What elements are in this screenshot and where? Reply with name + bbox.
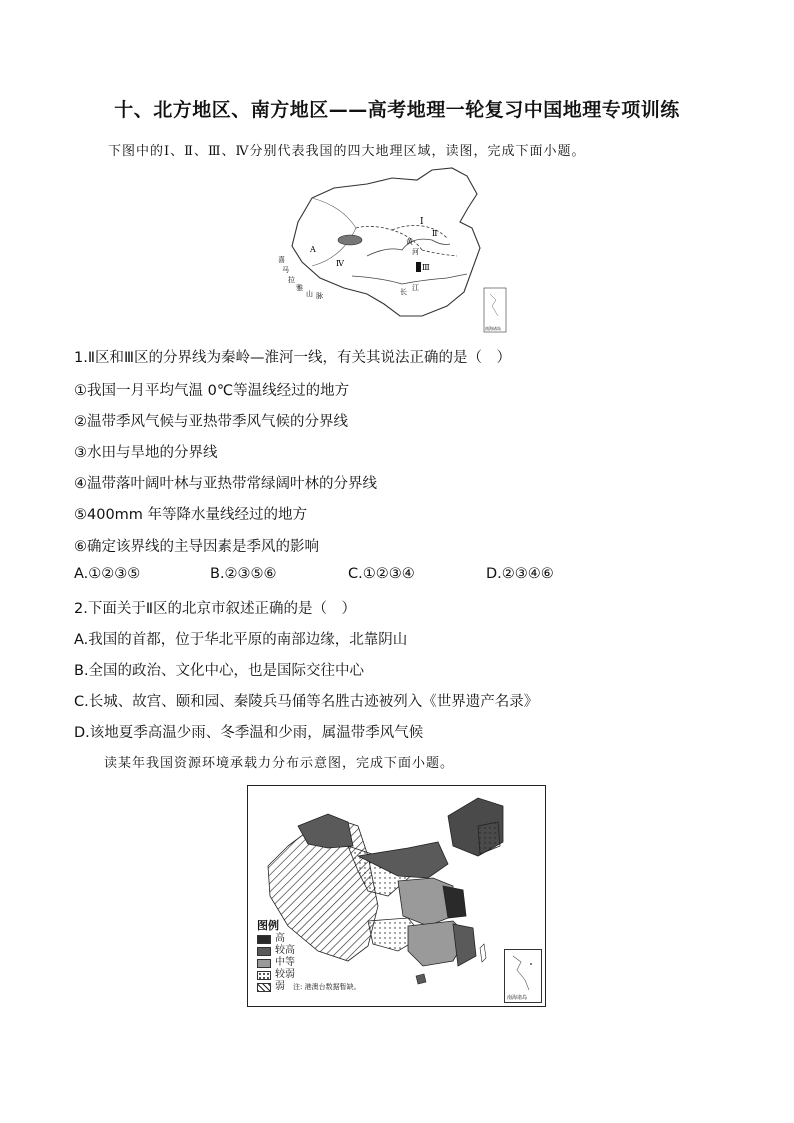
map-legend bbox=[257, 920, 361, 993]
legend-swatch-weaker bbox=[257, 971, 271, 980]
page-title: 十、北方地区、南方地区——高考地理一轮复习中国地理专项训练 bbox=[114, 99, 680, 121]
q1-stem: 1.Ⅱ区和Ⅲ区的分界线为秦岭—淮河一线，有关其说法正确的是（ ） bbox=[74, 350, 511, 366]
region-hainan bbox=[416, 974, 426, 984]
label-chang: 长 bbox=[400, 288, 407, 296]
svg-text:脉: 脉 bbox=[316, 292, 323, 300]
legend-item-medium bbox=[257, 957, 361, 969]
q1-statement-6: ⑥确定该界线的主导因素是季风的影响 bbox=[74, 539, 319, 555]
legend-label-weak: 弱 bbox=[275, 981, 285, 992]
svg-text:南海诸岛: 南海诸岛 bbox=[485, 326, 501, 331]
south-china-sea-inset bbox=[484, 288, 506, 332]
intro-text-2: 读某年我国资源环境承载力分布示意图，完成下面小题。 bbox=[104, 756, 455, 771]
q1-statement-1: ①我国一月平均气温 0℃等温线经过的地方 bbox=[74, 383, 350, 399]
south-china-sea-inset-2 bbox=[504, 949, 542, 1003]
region-southeast-high bbox=[453, 924, 476, 966]
legend-label-high: 高 bbox=[275, 933, 285, 944]
q1-option-d[interactable]: D.②③④⑥ bbox=[486, 566, 554, 582]
q1-option-c[interactable]: C.①②③④ bbox=[348, 566, 415, 582]
legend-label-medium: 中等 bbox=[275, 957, 295, 968]
svg-text:喜: 喜 bbox=[278, 256, 285, 264]
carrying-capacity-map bbox=[247, 785, 546, 1007]
himalaya-label bbox=[278, 255, 323, 300]
legend-label-weaker: 较弱 bbox=[275, 969, 295, 980]
legend-swatch-weak bbox=[257, 983, 271, 992]
highlight-block bbox=[416, 262, 421, 272]
label-region-3: Ⅲ bbox=[422, 263, 430, 272]
q2-option-d[interactable]: D.该地夏季高温少雨、冬季温和少雨，属温带季风气候 bbox=[74, 725, 424, 741]
q1-option-a[interactable]: A.①②③⑤ bbox=[74, 566, 141, 582]
legend-label-higher: 较高 bbox=[275, 945, 295, 956]
svg-text:山: 山 bbox=[306, 290, 313, 298]
china-regions-map bbox=[272, 166, 522, 336]
label-a: A bbox=[310, 245, 316, 254]
inset-label: 南海诸岛 bbox=[507, 995, 528, 1001]
legend-note: 注: 港澳台数据暂缺。 bbox=[293, 983, 361, 991]
q1-option-b[interactable]: B.②③⑤⑥ bbox=[210, 566, 277, 582]
label-jiang: 江 bbox=[412, 284, 419, 292]
legend-swatch-medium bbox=[257, 959, 271, 968]
q1-statement-4: ④温带落叶阔叶林与亚热带常绿阔叶林的分界线 bbox=[74, 476, 377, 492]
label-region-4: Ⅳ bbox=[336, 259, 344, 268]
region-northeast-dots bbox=[478, 822, 500, 854]
legend-item-weak bbox=[257, 981, 361, 993]
basin-shape bbox=[338, 235, 362, 245]
q1-statement-3: ③水田与旱地的分界线 bbox=[74, 445, 218, 461]
q2-option-a[interactable]: A.我国的首都，位于华北平原的南部边缘，北靠阴山 bbox=[74, 632, 408, 648]
legend-title: 图例 bbox=[257, 919, 279, 932]
label-region-2: Ⅱ bbox=[432, 229, 438, 238]
region-taiwan bbox=[480, 944, 486, 962]
label-he: 河 bbox=[412, 248, 419, 256]
label-region-1: Ⅰ bbox=[420, 217, 424, 227]
intro-text-1: 下图中的Ⅰ、Ⅱ、Ⅲ、Ⅳ分别代表我国的四大地理区域，读图，完成下面小题。 bbox=[108, 144, 586, 159]
label-huang: 黄 bbox=[406, 238, 413, 246]
svg-text:马: 马 bbox=[282, 266, 289, 274]
legend-item-higher bbox=[257, 945, 361, 957]
svg-text:雅: 雅 bbox=[296, 284, 303, 292]
svg-text:拉: 拉 bbox=[288, 276, 295, 284]
legend-swatch-high bbox=[257, 935, 271, 944]
yangtze-river bbox=[352, 274, 467, 284]
q1-statement-5: ⑤400mm 年等降水量线经过的地方 bbox=[74, 507, 308, 523]
q2-stem: 2.下面关于Ⅱ区的北京市叙述正确的是（ ） bbox=[74, 601, 356, 617]
q1-statement-2: ②温带季风气候与亚热带季风气候的分界线 bbox=[74, 414, 348, 430]
q2-option-c[interactable]: C.长城、故宫、颐和园、秦陵兵马俑等名胜古迹被列入《世界遗产名录》 bbox=[74, 694, 539, 710]
q2-option-b[interactable]: B.全国的政治、文化中心，也是国际交往中心 bbox=[74, 663, 365, 679]
legend-swatch-higher bbox=[257, 947, 271, 956]
legend-item-high bbox=[257, 933, 361, 945]
legend-item-weaker bbox=[257, 969, 361, 981]
